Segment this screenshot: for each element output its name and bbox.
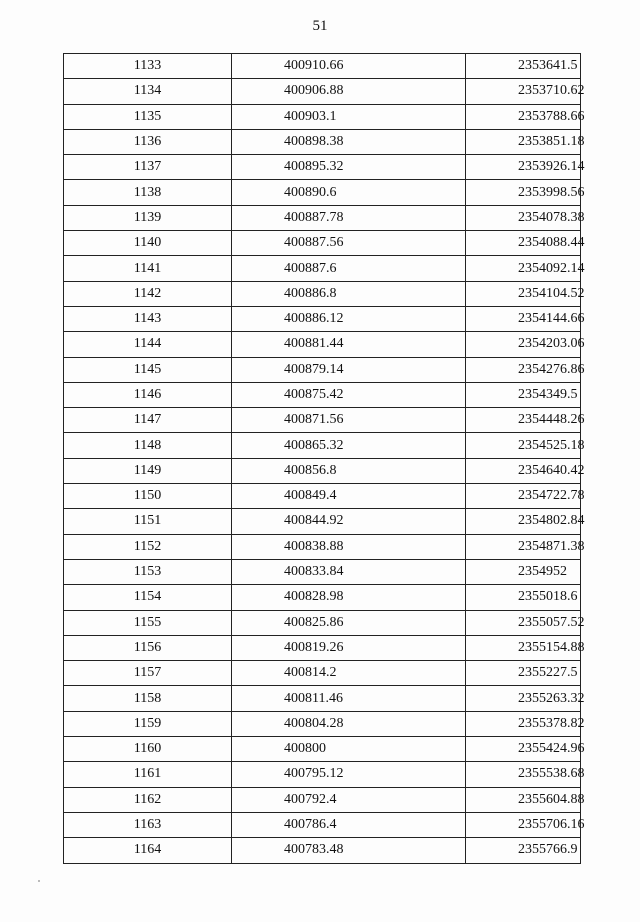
point-number-cell: 1141	[64, 256, 232, 281]
point-number-cell: 1164	[64, 838, 232, 863]
table-row	[64, 787, 581, 812]
y-coordinate-cell: 2353998.56	[466, 180, 581, 205]
y-coordinate-cell: 2354871.38	[466, 534, 581, 559]
y-coordinate-cell: 2355227.5	[466, 661, 581, 686]
y-coordinate-cell: 2354802.84	[466, 509, 581, 534]
table-row	[64, 661, 581, 686]
table-row	[64, 458, 581, 483]
table-row	[64, 635, 581, 660]
table-row	[64, 762, 581, 787]
x-coordinate-cell: 400792.4	[232, 787, 466, 812]
point-number-cell: 1163	[64, 812, 232, 837]
point-number-cell: 1155	[64, 610, 232, 635]
x-coordinate-cell: 400906.88	[232, 79, 466, 104]
point-number-cell: 1153	[64, 559, 232, 584]
point-number-cell: 1148	[64, 433, 232, 458]
x-coordinate-cell: 400903.1	[232, 104, 466, 129]
page-number: 51	[312, 18, 328, 34]
table-row	[64, 357, 581, 382]
coordinate-table	[63, 53, 585, 864]
x-coordinate-cell: 400886.8	[232, 281, 466, 306]
point-number-cell: 1152	[64, 534, 232, 559]
x-coordinate-cell: 400795.12	[232, 762, 466, 787]
point-number-cell: 1162	[64, 787, 232, 812]
point-number-cell: 1145	[64, 357, 232, 382]
point-number-cell: 1151	[64, 509, 232, 534]
x-coordinate-cell: 400887.78	[232, 205, 466, 230]
table-row	[64, 332, 581, 357]
x-coordinate-cell: 400828.98	[232, 585, 466, 610]
x-coordinate-cell: 400910.66	[232, 54, 466, 79]
y-coordinate-cell: 2354078.38	[466, 205, 581, 230]
point-number-cell: 1147	[64, 408, 232, 433]
table-row	[64, 610, 581, 635]
table-row	[64, 306, 581, 331]
x-coordinate-cell: 400786.4	[232, 812, 466, 837]
point-number-cell: 1161	[64, 762, 232, 787]
y-coordinate-cell: 2354722.78	[466, 484, 581, 509]
scan-artifact	[38, 880, 40, 882]
table-row	[64, 382, 581, 407]
y-coordinate-cell: 2353710.62	[466, 79, 581, 104]
point-number-cell: 1138	[64, 180, 232, 205]
x-coordinate-cell: 400887.6	[232, 256, 466, 281]
table-row	[64, 104, 581, 129]
y-coordinate-cell: 2354276.86	[466, 357, 581, 382]
table-row	[64, 129, 581, 154]
x-coordinate-cell: 400838.88	[232, 534, 466, 559]
x-coordinate-cell: 400898.38	[232, 129, 466, 154]
x-coordinate-cell: 400825.86	[232, 610, 466, 635]
point-number-cell: 1144	[64, 332, 232, 357]
point-number-cell: 1133	[64, 54, 232, 79]
point-number-cell: 1150	[64, 484, 232, 509]
table-row	[64, 408, 581, 433]
table-row	[64, 534, 581, 559]
y-coordinate-cell: 2354092.14	[466, 256, 581, 281]
x-coordinate-cell: 400886.12	[232, 306, 466, 331]
x-coordinate-cell: 400881.44	[232, 332, 466, 357]
table-row	[64, 79, 581, 104]
y-coordinate-cell: 2355154.88	[466, 635, 581, 660]
x-coordinate-cell: 400814.2	[232, 661, 466, 686]
point-number-cell: 1160	[64, 737, 232, 762]
table-row	[64, 205, 581, 230]
table-row	[64, 559, 581, 584]
y-coordinate-cell: 2354144.66	[466, 306, 581, 331]
table-row	[64, 54, 581, 79]
table-row	[64, 433, 581, 458]
point-number-cell: 1136	[64, 129, 232, 154]
x-coordinate-cell: 400783.48	[232, 838, 466, 863]
y-coordinate-cell: 2353851.18	[466, 129, 581, 154]
table-row	[64, 737, 581, 762]
y-coordinate-cell: 2353641.5	[466, 54, 581, 79]
y-coordinate-cell: 2354349.5	[466, 382, 581, 407]
x-coordinate-cell: 400856.8	[232, 458, 466, 483]
point-number-cell: 1143	[64, 306, 232, 331]
point-number-cell: 1139	[64, 205, 232, 230]
x-coordinate-cell: 400819.26	[232, 635, 466, 660]
y-coordinate-cell: 2354640.42	[466, 458, 581, 483]
x-coordinate-cell: 400844.92	[232, 509, 466, 534]
point-number-cell: 1159	[64, 711, 232, 736]
x-coordinate-cell: 400804.28	[232, 711, 466, 736]
point-number-cell: 1154	[64, 585, 232, 610]
y-coordinate-cell: 2354104.52	[466, 281, 581, 306]
y-coordinate-cell: 2354952	[466, 559, 581, 584]
point-number-cell: 1135	[64, 104, 232, 129]
y-coordinate-cell: 2355057.52	[466, 610, 581, 635]
table-row	[64, 838, 581, 863]
x-coordinate-cell: 400849.4	[232, 484, 466, 509]
point-number-cell: 1157	[64, 661, 232, 686]
table-row	[64, 711, 581, 736]
y-coordinate-cell: 2355604.88	[466, 787, 581, 812]
x-coordinate-cell: 400875.42	[232, 382, 466, 407]
y-coordinate-cell: 2354525.18	[466, 433, 581, 458]
x-coordinate-cell: 400800	[232, 737, 466, 762]
table-row	[64, 585, 581, 610]
x-coordinate-cell: 400833.84	[232, 559, 466, 584]
coordinate-table-body	[64, 54, 585, 864]
point-number-cell: 1134	[64, 79, 232, 104]
table-row	[64, 231, 581, 256]
y-coordinate-cell: 2354448.26	[466, 408, 581, 433]
point-number-cell: 1156	[64, 635, 232, 660]
y-coordinate-cell: 2354203.06	[466, 332, 581, 357]
point-number-cell: 1140	[64, 231, 232, 256]
y-coordinate-cell: 2355263.32	[466, 686, 581, 711]
x-coordinate-cell: 400865.32	[232, 433, 466, 458]
y-coordinate-cell: 2353788.66	[466, 104, 581, 129]
table-row	[64, 256, 581, 281]
x-coordinate-cell: 400890.6	[232, 180, 466, 205]
point-number-cell: 1142	[64, 281, 232, 306]
table-row	[64, 686, 581, 711]
y-coordinate-cell: 2355766.9	[466, 838, 581, 863]
y-coordinate-cell: 2355706.16	[466, 812, 581, 837]
point-number-cell: 1158	[64, 686, 232, 711]
table-row	[64, 155, 581, 180]
y-coordinate-cell: 2355378.82	[466, 711, 581, 736]
point-number-cell: 1137	[64, 155, 232, 180]
table-row	[64, 180, 581, 205]
point-number-cell: 1146	[64, 382, 232, 407]
table-row	[64, 281, 581, 306]
table-row	[64, 484, 581, 509]
y-coordinate-cell: 2354088.44	[466, 231, 581, 256]
y-coordinate-cell: 2355018.6	[466, 585, 581, 610]
point-number-cell: 1149	[64, 458, 232, 483]
y-coordinate-cell: 2355538.68	[466, 762, 581, 787]
table-row	[64, 509, 581, 534]
x-coordinate-cell: 400879.14	[232, 357, 466, 382]
x-coordinate-cell: 400887.56	[232, 231, 466, 256]
x-coordinate-cell: 400871.56	[232, 408, 466, 433]
y-coordinate-cell: 2355424.96	[466, 737, 581, 762]
y-coordinate-cell: 2353926.14	[466, 155, 581, 180]
x-coordinate-cell: 400811.46	[232, 686, 466, 711]
x-coordinate-cell: 400895.32	[232, 155, 466, 180]
table-row	[64, 812, 581, 837]
